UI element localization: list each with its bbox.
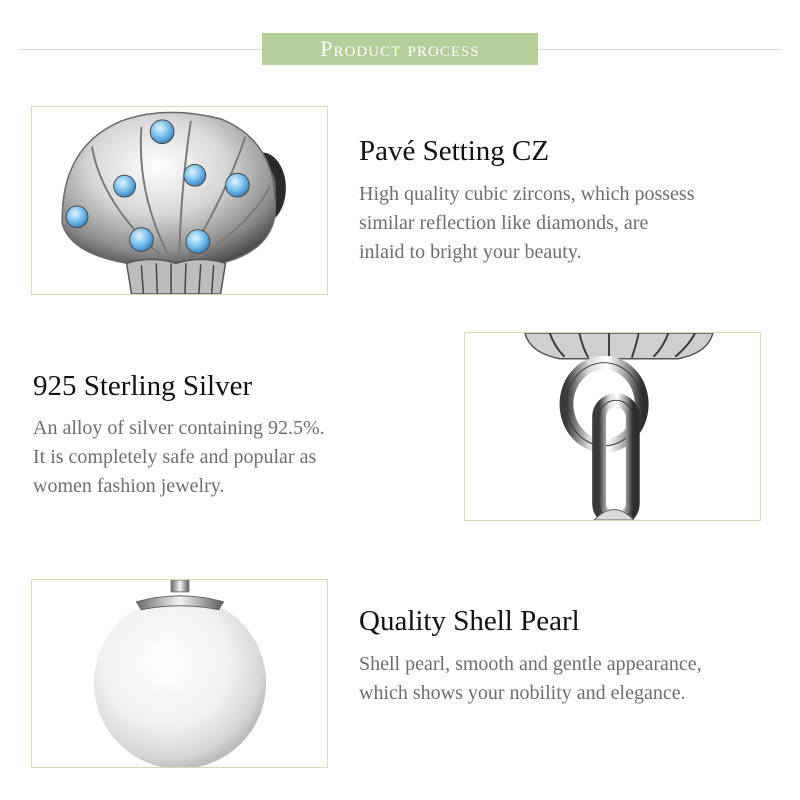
shell-pearl-photo xyxy=(31,579,328,768)
feature-desc-line: It is completely safe and popular as xyxy=(33,446,317,468)
silver-link-photo xyxy=(464,332,761,521)
header-divider-right xyxy=(538,49,780,50)
header-divider-left xyxy=(20,49,262,50)
feature-desc-line: women fashion jewelry. xyxy=(33,475,225,497)
feature-desc-line: similar reflection like diamonds, are xyxy=(359,212,649,234)
feature-desc-cz xyxy=(359,180,695,267)
feature-desc-line: High quality cubic zircons, which possess xyxy=(359,183,695,205)
shell-charm-photo xyxy=(31,106,328,295)
feature-desc-pearl xyxy=(359,650,702,708)
shell-charm-image xyxy=(32,107,327,294)
shell-pearl-image xyxy=(32,580,327,767)
feature-title-pearl: Quality Shell Pearl xyxy=(359,605,580,637)
feature-title-cz: Pavé Setting CZ xyxy=(359,135,550,167)
section-title-badge: Product process xyxy=(262,33,538,65)
feature-desc-line: inlaid to bright your beauty. xyxy=(359,241,582,263)
feature-desc-line: which shows your nobility and elegance. xyxy=(359,682,686,704)
feature-desc-line: An alloy of silver containing 92.5%. xyxy=(33,417,325,439)
feature-desc-line: Shell pearl, smooth and gentle appearance, xyxy=(359,653,702,675)
feature-title-silver: 925 Sterling Silver xyxy=(33,370,253,402)
feature-desc-silver xyxy=(33,414,325,501)
silver-link-image xyxy=(465,333,760,520)
